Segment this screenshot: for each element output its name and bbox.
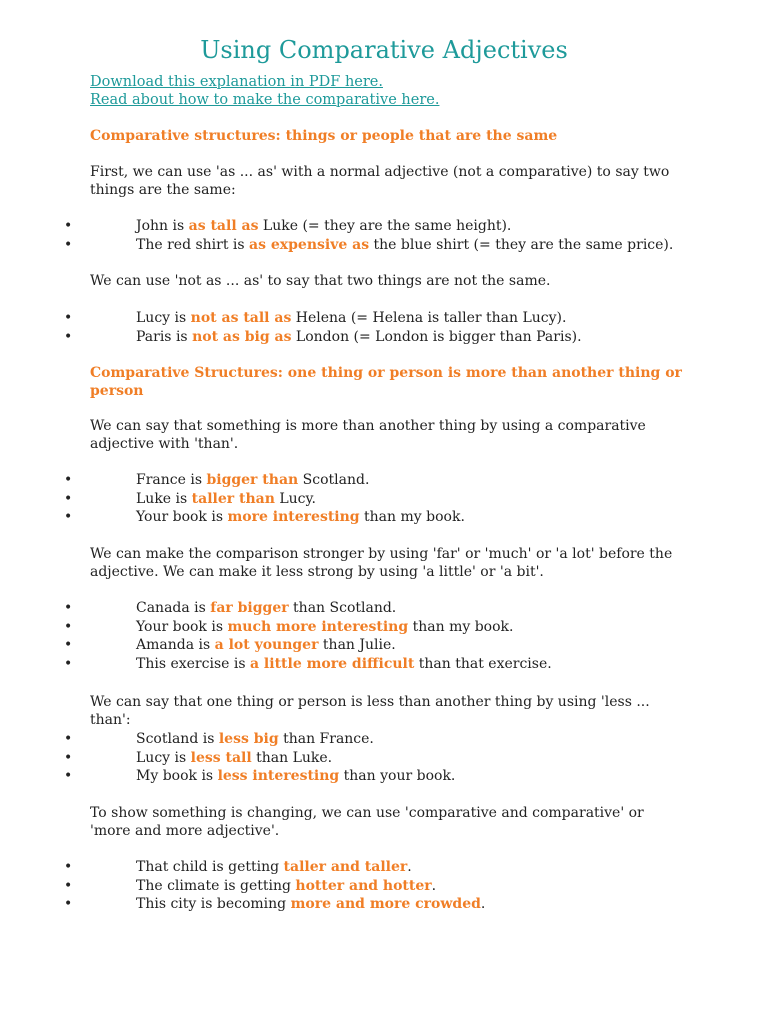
bullet-icon: •	[64, 618, 73, 635]
example-text: This exercise is	[136, 655, 250, 672]
list-item	[0, 217, 720, 236]
list-item	[0, 895, 720, 914]
example-text: .	[407, 859, 412, 875]
list-item	[0, 309, 720, 328]
example-text: London (= London is bigger than Paris).	[291, 328, 582, 345]
list-item	[0, 749, 720, 768]
highlighted-phrase: not as big as	[192, 328, 292, 345]
example-text: My book is	[136, 768, 218, 784]
example-text: Scotland.	[298, 472, 370, 488]
list-item	[0, 730, 720, 749]
bullet-icon: •	[64, 877, 73, 894]
example-text: Scotland is	[136, 731, 219, 747]
example-text: Luke (= they are the same height).	[258, 218, 512, 234]
section-heading-same: Comparative structures: things or people that are the same	[90, 128, 558, 144]
example-text: This city is becoming	[136, 896, 291, 912]
bullet-icon: •	[64, 310, 73, 326]
pdf-download-link[interactable]: Download this explanation in PDF here.	[90, 74, 383, 90]
list-item	[0, 636, 720, 655]
paragraph: We can say that something is more than another thing by using a comparative adjective with 'than'.	[90, 418, 646, 452]
bullet-icon: •	[64, 472, 73, 488]
paragraph: To show something is changing, we can use 'comparative and comparative' or 'more and more adjective'.	[90, 805, 644, 839]
example-list	[0, 599, 720, 673]
example-text: The red shirt is	[136, 236, 250, 253]
example-text: the blue shirt (= they are the same price).	[369, 236, 674, 253]
bullet-icon: •	[64, 509, 73, 525]
bullet-icon: •	[64, 328, 73, 345]
list-item	[0, 599, 720, 618]
highlighted-phrase: as expensive as	[249, 236, 370, 253]
list-item	[0, 508, 720, 527]
list-item	[0, 328, 720, 347]
example-text: John is	[136, 218, 189, 234]
bullet-icon: •	[64, 768, 73, 784]
highlighted-phrase: taller and taller	[283, 859, 408, 875]
example-text: than your book.	[339, 768, 456, 784]
example-text: The climate is getting	[136, 877, 296, 894]
list-item	[0, 471, 720, 490]
highlighted-phrase: far bigger	[210, 600, 289, 616]
example-text: France is	[136, 472, 207, 488]
highlighted-phrase: much more interesting	[227, 618, 409, 635]
example-text: Canada is	[136, 600, 211, 616]
comparative-info-link[interactable]: Read about how to make the comparative here.	[90, 92, 440, 108]
bullet-icon: •	[64, 655, 73, 672]
highlighted-phrase: a little more difficult	[249, 655, 415, 672]
example-list	[0, 858, 720, 914]
example-text: Amanda is	[136, 637, 215, 653]
highlighted-phrase: a lot younger	[214, 637, 319, 653]
list-item	[0, 236, 720, 255]
example-text: than my book.	[408, 618, 514, 635]
example-text: than that exercise.	[414, 655, 552, 672]
list-item	[0, 655, 720, 674]
example-text: Paris is	[136, 328, 193, 345]
highlighted-phrase: more and more crowded	[290, 896, 481, 912]
list-item	[0, 767, 720, 786]
example-text: than Julie.	[318, 637, 396, 653]
bullet-icon: •	[64, 859, 73, 875]
list-item	[0, 858, 720, 877]
example-list	[0, 309, 720, 346]
bullet-icon: •	[64, 637, 73, 653]
example-text: Lucy is	[136, 749, 191, 766]
example-text: Your book is	[136, 509, 228, 525]
example-text: Luke is	[136, 490, 192, 507]
highlighted-phrase: more interesting	[227, 509, 360, 525]
example-text: than my book.	[359, 509, 465, 525]
paragraph: We can say that one thing or person is less than another thing by using 'less ... than':	[90, 694, 650, 728]
example-text: .	[480, 896, 486, 912]
bullet-icon: •	[64, 490, 73, 507]
bullet-icon: •	[64, 236, 73, 253]
highlighted-phrase: less tall	[190, 749, 252, 766]
bullet-icon: •	[64, 600, 73, 616]
bullet-icon: •	[64, 749, 73, 766]
example-text: than Scotland.	[288, 600, 397, 616]
page-title: Using Comparative Adjectives	[200, 36, 568, 64]
section-heading-more: Comparative Structures: one thing or person is more than another thing or person	[90, 365, 682, 399]
paragraph: We can make the comparison stronger by using 'far' or 'much' or 'a lot' before the adjective. We can make it less strong by using 'a little' or 'a bit'.	[90, 546, 673, 580]
list-item	[0, 618, 720, 637]
bullet-icon: •	[64, 731, 73, 747]
example-text: Your book is	[136, 618, 228, 635]
list-item	[0, 490, 720, 509]
highlighted-phrase: as tall as	[188, 218, 259, 234]
example-list	[0, 730, 720, 786]
highlighted-phrase: less big	[218, 731, 279, 747]
example-text: Lucy is	[136, 310, 191, 326]
example-text: than France.	[278, 731, 374, 747]
highlighted-phrase: hotter and hotter	[295, 877, 432, 894]
example-list	[0, 217, 720, 254]
list-item	[0, 877, 720, 896]
bullet-icon: •	[64, 218, 73, 234]
paragraph: First, we can use 'as ... as' with a normal adjective (not a comparative) to say two things are the same:	[90, 164, 670, 198]
example-text: than Luke.	[251, 749, 333, 766]
bullet-icon: •	[64, 896, 73, 912]
highlighted-phrase: less interesting	[217, 768, 340, 784]
example-list	[0, 471, 720, 527]
example-text: Helena (= Helena is taller than Lucy).	[291, 310, 567, 326]
paragraph: We can use 'not as ... as' to say that two things are not the same.	[90, 273, 551, 289]
highlighted-phrase: not as tall as	[190, 310, 292, 326]
highlighted-phrase: taller than	[191, 490, 275, 507]
example-text: Lucy.	[274, 490, 316, 507]
highlighted-phrase: bigger than	[206, 472, 299, 488]
example-text: .	[431, 877, 437, 894]
example-text: That child is getting	[136, 859, 284, 875]
